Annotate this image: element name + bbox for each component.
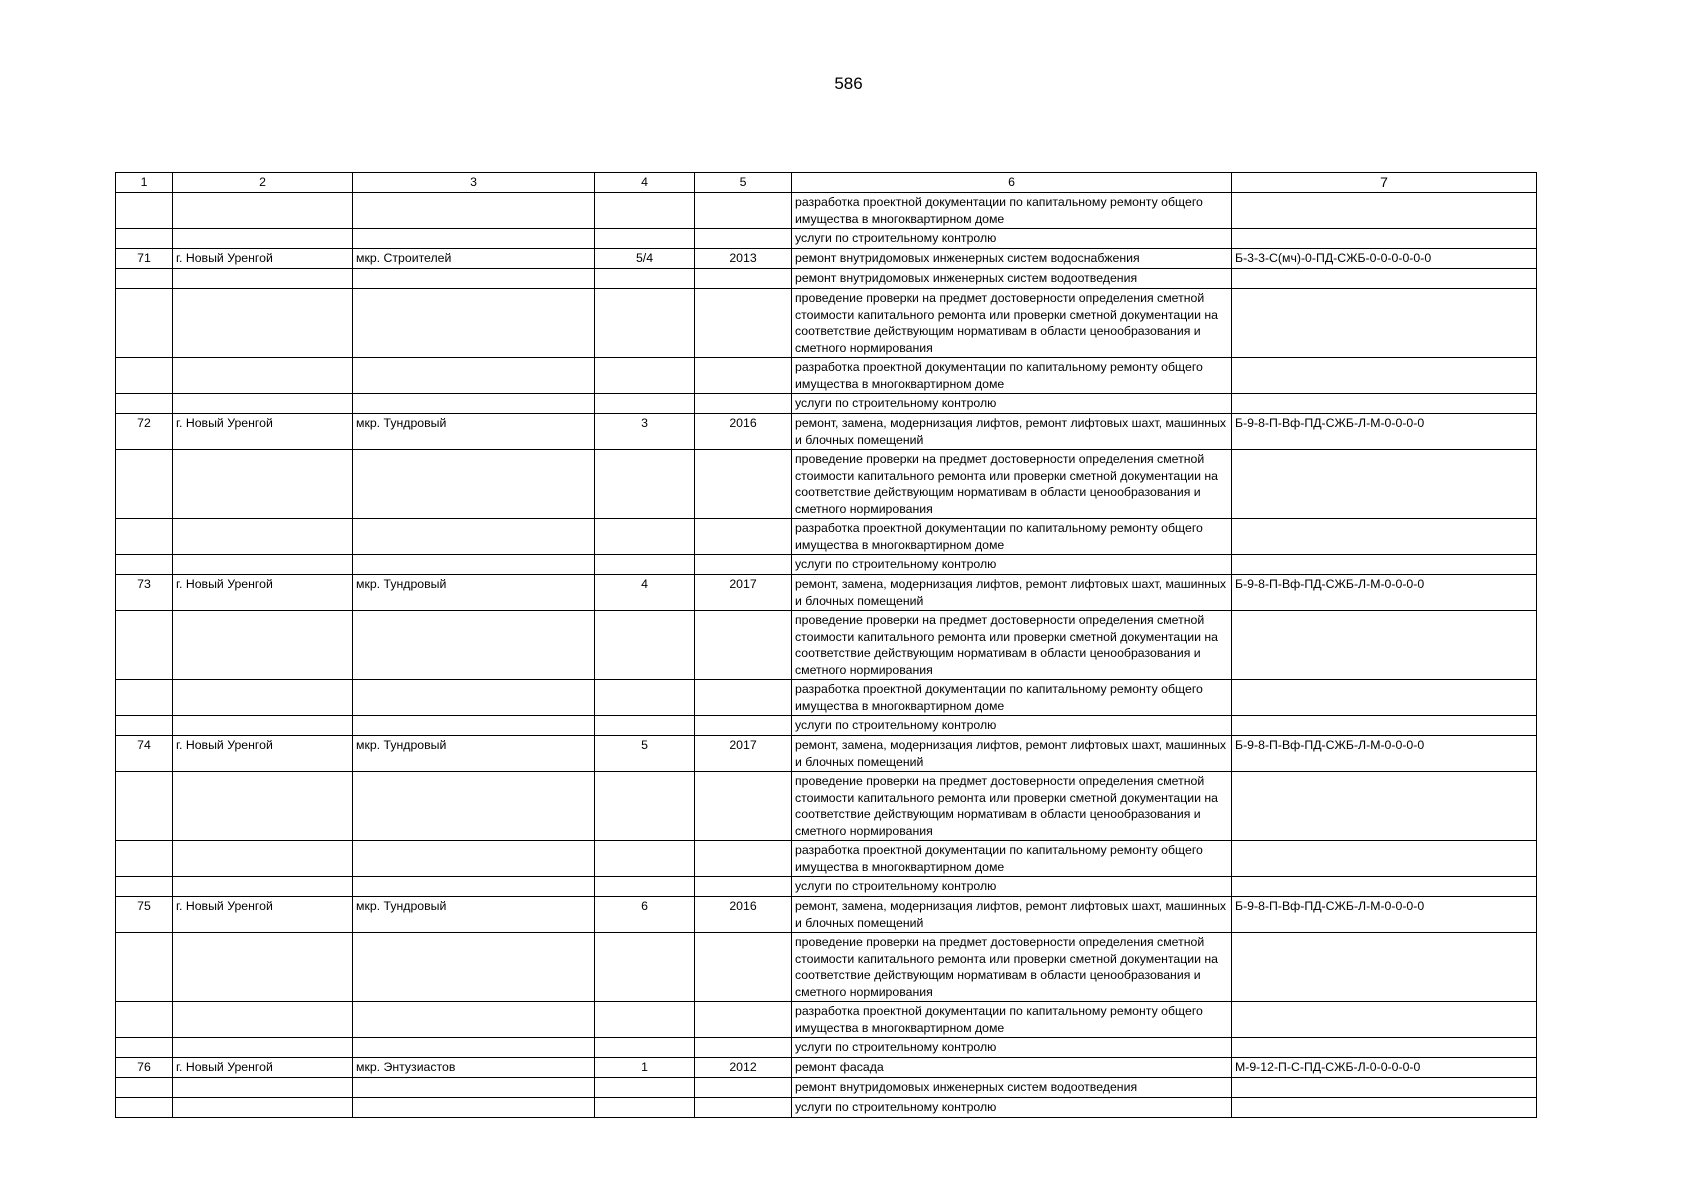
cell-code [1232, 716, 1537, 736]
cell-number [116, 841, 173, 877]
cell-number [116, 1038, 173, 1058]
cell-work-type: ремонт, замена, модернизация лифтов, ремонт лифтовых шахт, машинных и блочных помещений [792, 736, 1232, 772]
cell-year [695, 933, 792, 1002]
cell-year [695, 611, 792, 680]
cell-work-type: услуги по строительному контролю [792, 394, 1232, 414]
cell-city [173, 1098, 353, 1118]
cell-house [595, 772, 695, 841]
cell-city [173, 1038, 353, 1058]
cell-city [173, 555, 353, 575]
cell-house [595, 229, 695, 249]
table-row [116, 394, 1537, 414]
table-row [116, 289, 1537, 358]
cell-street [353, 716, 595, 736]
table-row [116, 575, 1537, 611]
table-row [116, 269, 1537, 289]
cell-work-type: ремонт внутридомовых инженерных систем водоснабжения [792, 249, 1232, 269]
cell-number [116, 229, 173, 249]
cell-year: 2016 [695, 897, 792, 933]
cell-code [1232, 877, 1537, 897]
cell-street [353, 1002, 595, 1038]
cell-city: г. Новый Уренгой [173, 1058, 353, 1078]
cell-code [1232, 269, 1537, 289]
cell-work-type: разработка проектной документации по капитальному ремонту общего имущества в многоквартирном доме [792, 519, 1232, 555]
table-row [116, 519, 1537, 555]
cell-code [1232, 1098, 1537, 1118]
cell-year: 2013 [695, 249, 792, 269]
cell-code [1232, 229, 1537, 249]
cell-code [1232, 1002, 1537, 1038]
cell-street [353, 1038, 595, 1058]
cell-street [353, 269, 595, 289]
cell-code: Б-9-8-П-Вф-ПД-СЖБ-Л-М-0-0-0-0 [1232, 414, 1537, 450]
cell-street [353, 193, 595, 229]
cell-year [695, 358, 792, 394]
cell-house [595, 877, 695, 897]
cell-work-type: разработка проектной документации по капитальному ремонту общего имущества в многоквартирном доме [792, 1002, 1232, 1038]
cell-code [1232, 555, 1537, 575]
cell-house: 5/4 [595, 249, 695, 269]
cell-code: М-9-12-П-С-ПД-СЖБ-Л-0-0-0-0-0 [1232, 1058, 1537, 1078]
cell-house [595, 394, 695, 414]
table-row [116, 229, 1537, 249]
cell-code: Б-9-8-П-Вф-ПД-СЖБ-Л-М-0-0-0-0 [1232, 575, 1537, 611]
cell-number [116, 450, 173, 519]
cell-year [695, 772, 792, 841]
cell-city: г. Новый Уренгой [173, 575, 353, 611]
table-row [116, 450, 1537, 519]
cell-year [695, 193, 792, 229]
cell-year: 2017 [695, 575, 792, 611]
cell-year [695, 877, 792, 897]
cell-number: 73 [116, 575, 173, 611]
cell-house [595, 519, 695, 555]
cell-work-type: разработка проектной документации по капитальному ремонту общего имущества в многоквартирном доме [792, 841, 1232, 877]
cell-street: мкр. Тундровый [353, 575, 595, 611]
cell-street: мкр. Энтузиастов [353, 1058, 595, 1078]
table-row [116, 716, 1537, 736]
cell-city [173, 1078, 353, 1098]
cell-number [116, 680, 173, 716]
cell-code [1232, 193, 1537, 229]
cell-street: мкр. Строителей [353, 249, 595, 269]
cell-number [116, 933, 173, 1002]
cell-number [116, 555, 173, 575]
table-row [116, 1078, 1537, 1098]
cell-code [1232, 519, 1537, 555]
cell-year [695, 289, 792, 358]
cell-work-type: ремонт, замена, модернизация лифтов, ремонт лифтовых шахт, машинных и блочных помещений [792, 897, 1232, 933]
cell-house [595, 358, 695, 394]
cell-house [595, 1098, 695, 1118]
cell-city [173, 269, 353, 289]
table-row [116, 1058, 1537, 1078]
table-row [116, 358, 1537, 394]
cell-city [173, 519, 353, 555]
cell-year [695, 1098, 792, 1118]
cell-street [353, 394, 595, 414]
cell-street [353, 841, 595, 877]
cell-city [173, 450, 353, 519]
cell-year [695, 1078, 792, 1098]
cell-house [595, 841, 695, 877]
cell-work-type: услуги по строительному контролю [792, 716, 1232, 736]
header-row [116, 173, 1537, 193]
cell-code [1232, 772, 1537, 841]
cell-code [1232, 450, 1537, 519]
cell-number [116, 1098, 173, 1118]
header-col-4: 4 [595, 173, 695, 193]
cell-work-type: услуги по строительному контролю [792, 555, 1232, 575]
cell-street [353, 229, 595, 249]
cell-number [116, 877, 173, 897]
cell-city [173, 1002, 353, 1038]
cell-number [116, 519, 173, 555]
cell-work-type: услуги по строительному контролю [792, 1038, 1232, 1058]
cell-house [595, 555, 695, 575]
cell-street [353, 680, 595, 716]
cell-street [353, 519, 595, 555]
cell-house: 4 [595, 575, 695, 611]
cell-number [116, 269, 173, 289]
cell-city [173, 680, 353, 716]
page-number: 586 [834, 74, 863, 93]
table-row [116, 1098, 1537, 1118]
cell-street [353, 877, 595, 897]
cell-number: 75 [116, 897, 173, 933]
cell-code [1232, 1078, 1537, 1098]
cell-city [173, 229, 353, 249]
cell-year: 2016 [695, 414, 792, 450]
cell-city: г. Новый Уренгой [173, 897, 353, 933]
cell-work-type: проведение проверки на предмет достоверности определения сметной стоимости капитального ремонта или проверки сметной документации на соответствие действующим нормативам в области ценообразования и сметного нормирования [792, 772, 1232, 841]
cell-work-type: ремонт, замена, модернизация лифтов, ремонт лифтовых шахт, машинных и блочных помещений [792, 414, 1232, 450]
cell-work-type: услуги по строительному контролю [792, 229, 1232, 249]
cell-house [595, 680, 695, 716]
cell-street [353, 611, 595, 680]
cell-number: 76 [116, 1058, 173, 1078]
capital-repair-table [115, 172, 1537, 1118]
cell-house [595, 1038, 695, 1058]
cell-house [595, 1002, 695, 1038]
cell-year [695, 450, 792, 519]
cell-city: г. Новый Уренгой [173, 736, 353, 772]
cell-work-type: ремонт, замена, модернизация лифтов, ремонт лифтовых шахт, машинных и блочных помещений [792, 575, 1232, 611]
cell-city [173, 394, 353, 414]
cell-code [1232, 394, 1537, 414]
table-row [116, 841, 1537, 877]
cell-street: мкр. Тундровый [353, 897, 595, 933]
cell-city [173, 193, 353, 229]
cell-code [1232, 358, 1537, 394]
table-row [116, 680, 1537, 716]
cell-street [353, 358, 595, 394]
cell-house: 3 [595, 414, 695, 450]
cell-street: мкр. Тундровый [353, 736, 595, 772]
cell-city [173, 772, 353, 841]
cell-city [173, 716, 353, 736]
cell-work-type: проведение проверки на предмет достоверности определения сметной стоимости капитального ремонта или проверки сметной документации на соответствие действующим нормативам в области ценообразования и сметного нормирования [792, 289, 1232, 358]
cell-work-type: разработка проектной документации по капитальному ремонту общего имущества в многоквартирном доме [792, 193, 1232, 229]
table-row [116, 249, 1537, 269]
table-row [116, 736, 1537, 772]
cell-street [353, 1078, 595, 1098]
cell-house [595, 716, 695, 736]
cell-number: 72 [116, 414, 173, 450]
cell-street [353, 289, 595, 358]
cell-year [695, 555, 792, 575]
cell-city [173, 877, 353, 897]
cell-number [116, 1078, 173, 1098]
cell-year [695, 680, 792, 716]
cell-number [116, 772, 173, 841]
cell-code [1232, 680, 1537, 716]
header-col-6: 6 [792, 173, 1232, 193]
cell-street [353, 450, 595, 519]
cell-code: Б-3-3-С(мч)-0-ПД-СЖБ-0-0-0-0-0-0 [1232, 249, 1537, 269]
cell-year [695, 1038, 792, 1058]
cell-number [116, 716, 173, 736]
cell-house: 6 [595, 897, 695, 933]
cell-house [595, 1078, 695, 1098]
cell-code [1232, 841, 1537, 877]
cell-house [595, 450, 695, 519]
cell-year [695, 841, 792, 877]
cell-code [1232, 611, 1537, 680]
table-row [116, 555, 1537, 575]
cell-code: Б-9-8-П-Вф-ПД-СЖБ-Л-М-0-0-0-0 [1232, 736, 1537, 772]
cell-year [695, 1002, 792, 1038]
cell-street [353, 1098, 595, 1118]
cell-work-type: ремонт внутридомовых инженерных систем водоотведения [792, 269, 1232, 289]
cell-city [173, 358, 353, 394]
cell-city [173, 611, 353, 680]
cell-street [353, 933, 595, 1002]
cell-year [695, 716, 792, 736]
table-row [116, 877, 1537, 897]
cell-number [116, 611, 173, 680]
cell-work-type: услуги по строительному контролю [792, 877, 1232, 897]
cell-work-type: ремонт фасада [792, 1058, 1232, 1078]
cell-number: 74 [116, 736, 173, 772]
table-row [116, 933, 1537, 1002]
cell-house [595, 611, 695, 680]
header-col-3: 3 [353, 173, 595, 193]
cell-city [173, 841, 353, 877]
table-row [116, 611, 1537, 680]
cell-work-type: разработка проектной документации по капитальному ремонту общего имущества в многоквартирном доме [792, 358, 1232, 394]
cell-house: 1 [595, 1058, 695, 1078]
cell-year [695, 229, 792, 249]
cell-house [595, 269, 695, 289]
cell-year [695, 269, 792, 289]
cell-number [116, 394, 173, 414]
cell-house [595, 193, 695, 229]
cell-city: г. Новый Уренгой [173, 249, 353, 269]
cell-number [116, 289, 173, 358]
cell-year [695, 394, 792, 414]
table-row [116, 193, 1537, 229]
cell-work-type: проведение проверки на предмет достоверности определения сметной стоимости капитального ремонта или проверки сметной документации на соответствие действующим нормативам в области ценообразования и сметного нормирования [792, 611, 1232, 680]
header-col-2: 2 [173, 173, 353, 193]
table-row [116, 1038, 1537, 1058]
cell-code [1232, 1038, 1537, 1058]
cell-year: 2017 [695, 736, 792, 772]
cell-number [116, 1002, 173, 1038]
table-row [116, 897, 1537, 933]
cell-work-type: проведение проверки на предмет достоверности определения сметной стоимости капитального ремонта или проверки сметной документации на соответствие действующим нормативам в области ценообразования и сметного нормирования [792, 450, 1232, 519]
cell-number [116, 193, 173, 229]
cell-year: 2012 [695, 1058, 792, 1078]
cell-street [353, 555, 595, 575]
cell-city [173, 289, 353, 358]
cell-street [353, 772, 595, 841]
cell-work-type: проведение проверки на предмет достоверности определения сметной стоимости капитального ремонта или проверки сметной документации на соответствие действующим нормативам в области ценообразования и сметного нормирования [792, 933, 1232, 1002]
header-col-5: 5 [695, 173, 792, 193]
table-row [116, 772, 1537, 841]
cell-city [173, 933, 353, 1002]
cell-house [595, 933, 695, 1002]
cell-code: Б-9-8-П-Вф-ПД-СЖБ-Л-М-0-0-0-0 [1232, 897, 1537, 933]
table-row [116, 414, 1537, 450]
cell-code [1232, 933, 1537, 1002]
cell-work-type: ремонт внутридомовых инженерных систем водоотведения [792, 1078, 1232, 1098]
cell-number: 71 [116, 249, 173, 269]
cell-number [116, 358, 173, 394]
cell-house: 5 [595, 736, 695, 772]
table-row [116, 1002, 1537, 1038]
cell-city: г. Новый Уренгой [173, 414, 353, 450]
cell-code [1232, 289, 1537, 358]
cell-work-type: услуги по строительному контролю [792, 1098, 1232, 1118]
cell-year [695, 519, 792, 555]
cell-street: мкр. Тундровый [353, 414, 595, 450]
cell-house [595, 289, 695, 358]
header-col-1: 1 [116, 173, 173, 193]
header-col-7: 7 [1232, 173, 1537, 193]
cell-work-type: разработка проектной документации по капитальному ремонту общего имущества в многоквартирном доме [792, 680, 1232, 716]
